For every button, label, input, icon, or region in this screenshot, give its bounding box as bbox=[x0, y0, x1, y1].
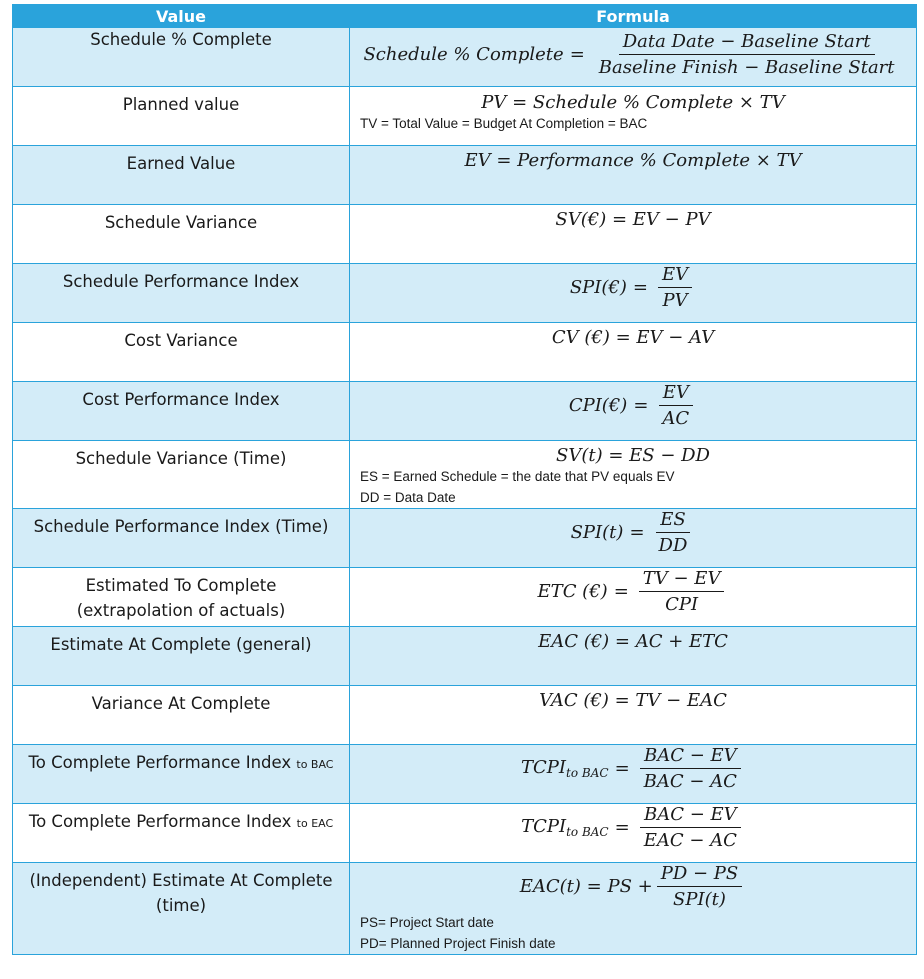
formula: EV = Performance % Complete × TV bbox=[464, 150, 802, 171]
formula-cell bbox=[350, 264, 917, 323]
value-name bbox=[13, 87, 350, 146]
formula-note: PD= Planned Project Finish date bbox=[360, 936, 556, 951]
formula: VAC (€) = TV − EAC bbox=[539, 690, 727, 711]
table-row bbox=[13, 568, 917, 627]
value-name bbox=[13, 441, 350, 509]
formula: EAC (€) = AC + ETC bbox=[538, 631, 728, 652]
formula-cell bbox=[350, 382, 917, 441]
evm-formula-table bbox=[12, 4, 917, 955]
value-label: Schedule Performance Index (Time) bbox=[33, 517, 329, 536]
formula: PV = Schedule % Complete × TV bbox=[481, 92, 785, 113]
value-name bbox=[13, 28, 350, 87]
fraction bbox=[658, 382, 693, 429]
formula-cell bbox=[350, 568, 917, 627]
denominator: CPI bbox=[665, 594, 699, 615]
table-row bbox=[13, 509, 917, 568]
table-row bbox=[13, 87, 917, 146]
table-row bbox=[13, 627, 917, 686]
numerator: EV bbox=[659, 382, 693, 406]
fraction bbox=[655, 509, 692, 556]
formula: SV(€) = EV − PV bbox=[555, 209, 711, 230]
table-row bbox=[13, 264, 917, 323]
formula: CPI(€) = $\frac{EV}{AC}$ bbox=[569, 382, 697, 429]
value-label: To Complete Performance Index bbox=[28, 812, 292, 831]
formula: SPI(t) = $\frac{ES}{DD}$ bbox=[571, 509, 696, 556]
formula-cell bbox=[350, 205, 917, 264]
table-row bbox=[13, 863, 917, 955]
value-label: Estimate At Complete (general) bbox=[50, 635, 312, 654]
formula-cell bbox=[350, 745, 917, 804]
fraction bbox=[657, 863, 743, 910]
value-label: Cost Variance bbox=[124, 331, 238, 350]
formula-lhs: EAC(t) = PS + bbox=[519, 876, 653, 897]
value-name bbox=[13, 509, 350, 568]
formula-cell bbox=[350, 28, 917, 87]
table-row bbox=[13, 205, 917, 264]
formula-cell bbox=[350, 146, 917, 205]
denominator: PV bbox=[662, 290, 688, 311]
value-name bbox=[13, 146, 350, 205]
formula-column-header: Formula bbox=[350, 5, 917, 28]
numerator: PD − PS bbox=[657, 863, 743, 887]
formula-note: TV = Total Value = Budget At Completion = BAC bbox=[360, 116, 648, 131]
formula: $TCPI_{to BAC}$ = $\frac{\text{BAC − EV}}{\text{BAC − AC}}$ bbox=[521, 745, 745, 792]
formula-note: PS= Project Start date bbox=[360, 915, 494, 930]
numerator: Data Date − Baseline Start bbox=[619, 31, 875, 55]
formula-cell bbox=[350, 323, 917, 382]
formula-lhs bbox=[521, 757, 609, 780]
formula-lhs: Schedule % Complete bbox=[363, 44, 564, 65]
value-label: Variance At Complete bbox=[91, 694, 271, 713]
value-name bbox=[13, 205, 350, 264]
fraction bbox=[658, 264, 692, 311]
value-label: Schedule Variance bbox=[104, 213, 258, 232]
formula: $TCPI_{to BAC}$ = $\frac{\text{BAC − EV}}{\text{EAC − AC}}$ bbox=[521, 804, 745, 851]
formula-lhs: ETC (€) bbox=[537, 581, 608, 602]
value-name bbox=[13, 745, 350, 804]
formula-lhs bbox=[521, 816, 609, 839]
value-label: Estimated To Complete bbox=[85, 576, 277, 595]
formula-cell bbox=[350, 441, 917, 509]
lhs-main: TCPI bbox=[521, 757, 567, 778]
formula-note: DD = Data Date bbox=[360, 490, 456, 505]
formula: Schedule % Complete = $\frac{\text{Data Date − Baseline Start}}{\text{Baseline Finish − Baseline Start}}$ bbox=[363, 31, 902, 78]
value-label: To Complete Performance Index bbox=[28, 753, 292, 772]
formula-cell bbox=[350, 863, 917, 955]
formula-lhs: SPI(t) bbox=[570, 522, 624, 543]
formula-lhs: CPI(€) bbox=[568, 395, 628, 416]
table-row bbox=[13, 441, 917, 509]
denominator: SPI(t) bbox=[673, 889, 726, 910]
value-name bbox=[13, 264, 350, 323]
table-row bbox=[13, 146, 917, 205]
value-label: Schedule Variance (Time) bbox=[75, 449, 287, 468]
formula: SV(t) = ES − DD bbox=[556, 445, 710, 466]
numerator: TV − EV bbox=[639, 568, 725, 592]
value-label: Planned value bbox=[122, 95, 240, 114]
table-row bbox=[13, 686, 917, 745]
denominator: BAC − AC bbox=[643, 771, 737, 792]
fraction bbox=[639, 568, 725, 615]
value-label-line2: (extrapolation of actuals) bbox=[76, 601, 286, 620]
table-row bbox=[13, 323, 917, 382]
numerator: EV bbox=[658, 264, 692, 288]
denominator: Baseline Finish − Baseline Start bbox=[598, 57, 895, 78]
lhs-subscript: to BAC bbox=[566, 825, 609, 839]
value-column-header: Value bbox=[13, 5, 350, 28]
formula-cell bbox=[350, 627, 917, 686]
value-label-line2: (time) bbox=[155, 896, 207, 915]
value-label-subscript: to BAC bbox=[296, 758, 334, 771]
lhs-main: TCPI bbox=[521, 816, 567, 837]
denominator: DD bbox=[658, 535, 688, 556]
fraction bbox=[640, 745, 741, 792]
denominator: AC bbox=[662, 408, 690, 429]
value-name bbox=[13, 382, 350, 441]
value-label: Cost Performance Index bbox=[82, 390, 280, 409]
value-label: Schedule % Complete bbox=[90, 30, 272, 49]
value-name bbox=[13, 804, 350, 863]
table-row bbox=[13, 28, 917, 87]
formula-lhs: SPI(€) bbox=[569, 277, 627, 298]
formula: ETC (€) = $\frac{TV - EV}{\text{CPI}}$ bbox=[538, 568, 729, 615]
value-name bbox=[13, 686, 350, 745]
value-name bbox=[13, 627, 350, 686]
formula: CV (€) = EV − AV bbox=[551, 327, 715, 348]
fraction bbox=[640, 804, 741, 851]
fraction bbox=[595, 31, 899, 78]
formula-cell bbox=[350, 804, 917, 863]
denominator: EAC − AC bbox=[643, 830, 737, 851]
value-name bbox=[13, 568, 350, 627]
value-name bbox=[13, 323, 350, 382]
numerator: BAC − EV bbox=[640, 804, 741, 828]
formula-note: ES = Earned Schedule = the date that PV equals EV bbox=[360, 469, 675, 484]
header-row bbox=[13, 5, 917, 28]
value-label: (Independent) Estimate At Complete bbox=[29, 871, 333, 890]
numerator: BAC − EV bbox=[640, 745, 741, 769]
table-row bbox=[13, 804, 917, 863]
table-row bbox=[13, 382, 917, 441]
formula-cell bbox=[350, 87, 917, 146]
value-label-subscript: to EAC bbox=[296, 817, 334, 830]
value-label: Schedule Performance Index bbox=[62, 272, 300, 291]
table-row bbox=[13, 745, 917, 804]
formula: SPI(€) = $\frac{EV}{PV}$ bbox=[570, 264, 696, 311]
formula-cell bbox=[350, 686, 917, 745]
value-label: Earned Value bbox=[126, 154, 236, 173]
lhs-subscript: to BAC bbox=[566, 766, 609, 780]
formula-cell bbox=[350, 509, 917, 568]
value-name bbox=[13, 863, 350, 955]
numerator: ES bbox=[656, 509, 689, 533]
formula bbox=[520, 863, 746, 910]
